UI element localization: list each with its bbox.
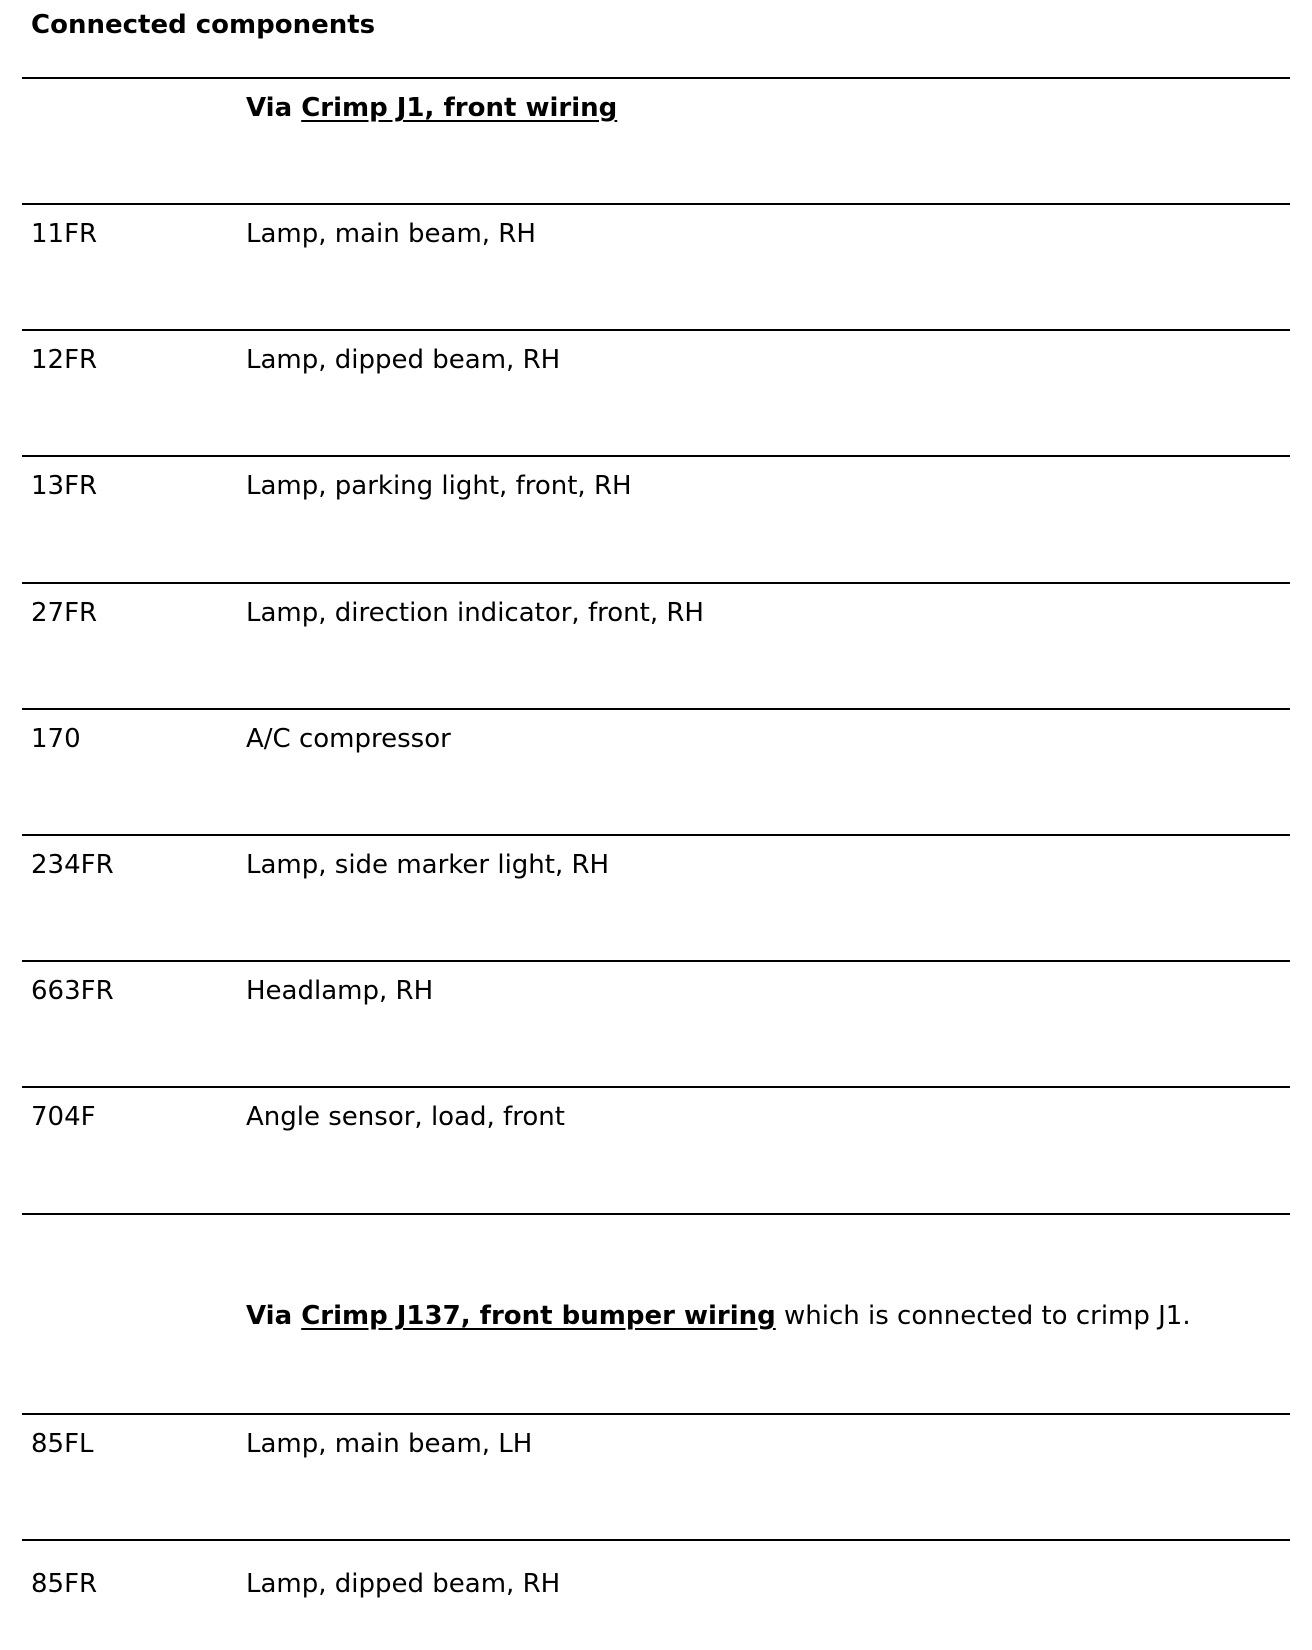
table-row	[22, 708, 1290, 834]
section-header-j1	[246, 91, 617, 125]
table-row	[22, 582, 1290, 708]
component-description: Headlamp, RH	[246, 976, 434, 1006]
component-code: 85FR	[31, 1569, 98, 1599]
table-row	[22, 1413, 1290, 1539]
crimp-j137-link[interactable]: Crimp J137, front bumper wiring	[301, 1301, 776, 1331]
component-code: 234FR	[31, 850, 114, 880]
via-label: Via	[246, 1301, 293, 1331]
component-code: 11FR	[31, 219, 98, 249]
table-row	[22, 834, 1290, 960]
section-header-row	[22, 77, 1290, 203]
component-code: 13FR	[31, 471, 98, 501]
component-description: Lamp, dipped beam, RH	[246, 1569, 561, 1599]
component-description: Lamp, main beam, RH	[246, 219, 536, 249]
component-description: A/C compressor	[246, 724, 451, 754]
component-code: 12FR	[31, 345, 98, 375]
component-description: Lamp, main beam, LH	[246, 1429, 533, 1459]
table-row	[22, 1539, 1290, 1650]
section-header-j137	[246, 1299, 1191, 1333]
table-row	[22, 960, 1290, 1086]
component-description: Lamp, parking light, front, RH	[246, 471, 632, 501]
component-code: 170	[31, 724, 81, 754]
component-description: Lamp, direction indicator, front, RH	[246, 598, 704, 628]
component-code: 27FR	[31, 598, 98, 628]
via-label: Via	[246, 93, 293, 123]
crimp-j1-link[interactable]: Crimp J1, front wiring	[301, 93, 618, 123]
component-description: Angle sensor, load, front	[246, 1102, 565, 1132]
section-header-row	[22, 1213, 1290, 1413]
component-description: Lamp, dipped beam, RH	[246, 345, 561, 375]
table-row	[22, 1086, 1290, 1212]
page-title: Connected components	[31, 10, 376, 40]
component-description: Lamp, side marker light, RH	[246, 850, 610, 880]
table-row	[22, 329, 1290, 455]
component-code: 704F	[31, 1102, 96, 1132]
table-row	[22, 455, 1290, 581]
table-row	[22, 203, 1290, 329]
component-code: 663FR	[31, 976, 114, 1006]
component-code: 85FL	[31, 1429, 94, 1459]
section-note: which is connected to crimp J1.	[775, 1301, 1191, 1331]
